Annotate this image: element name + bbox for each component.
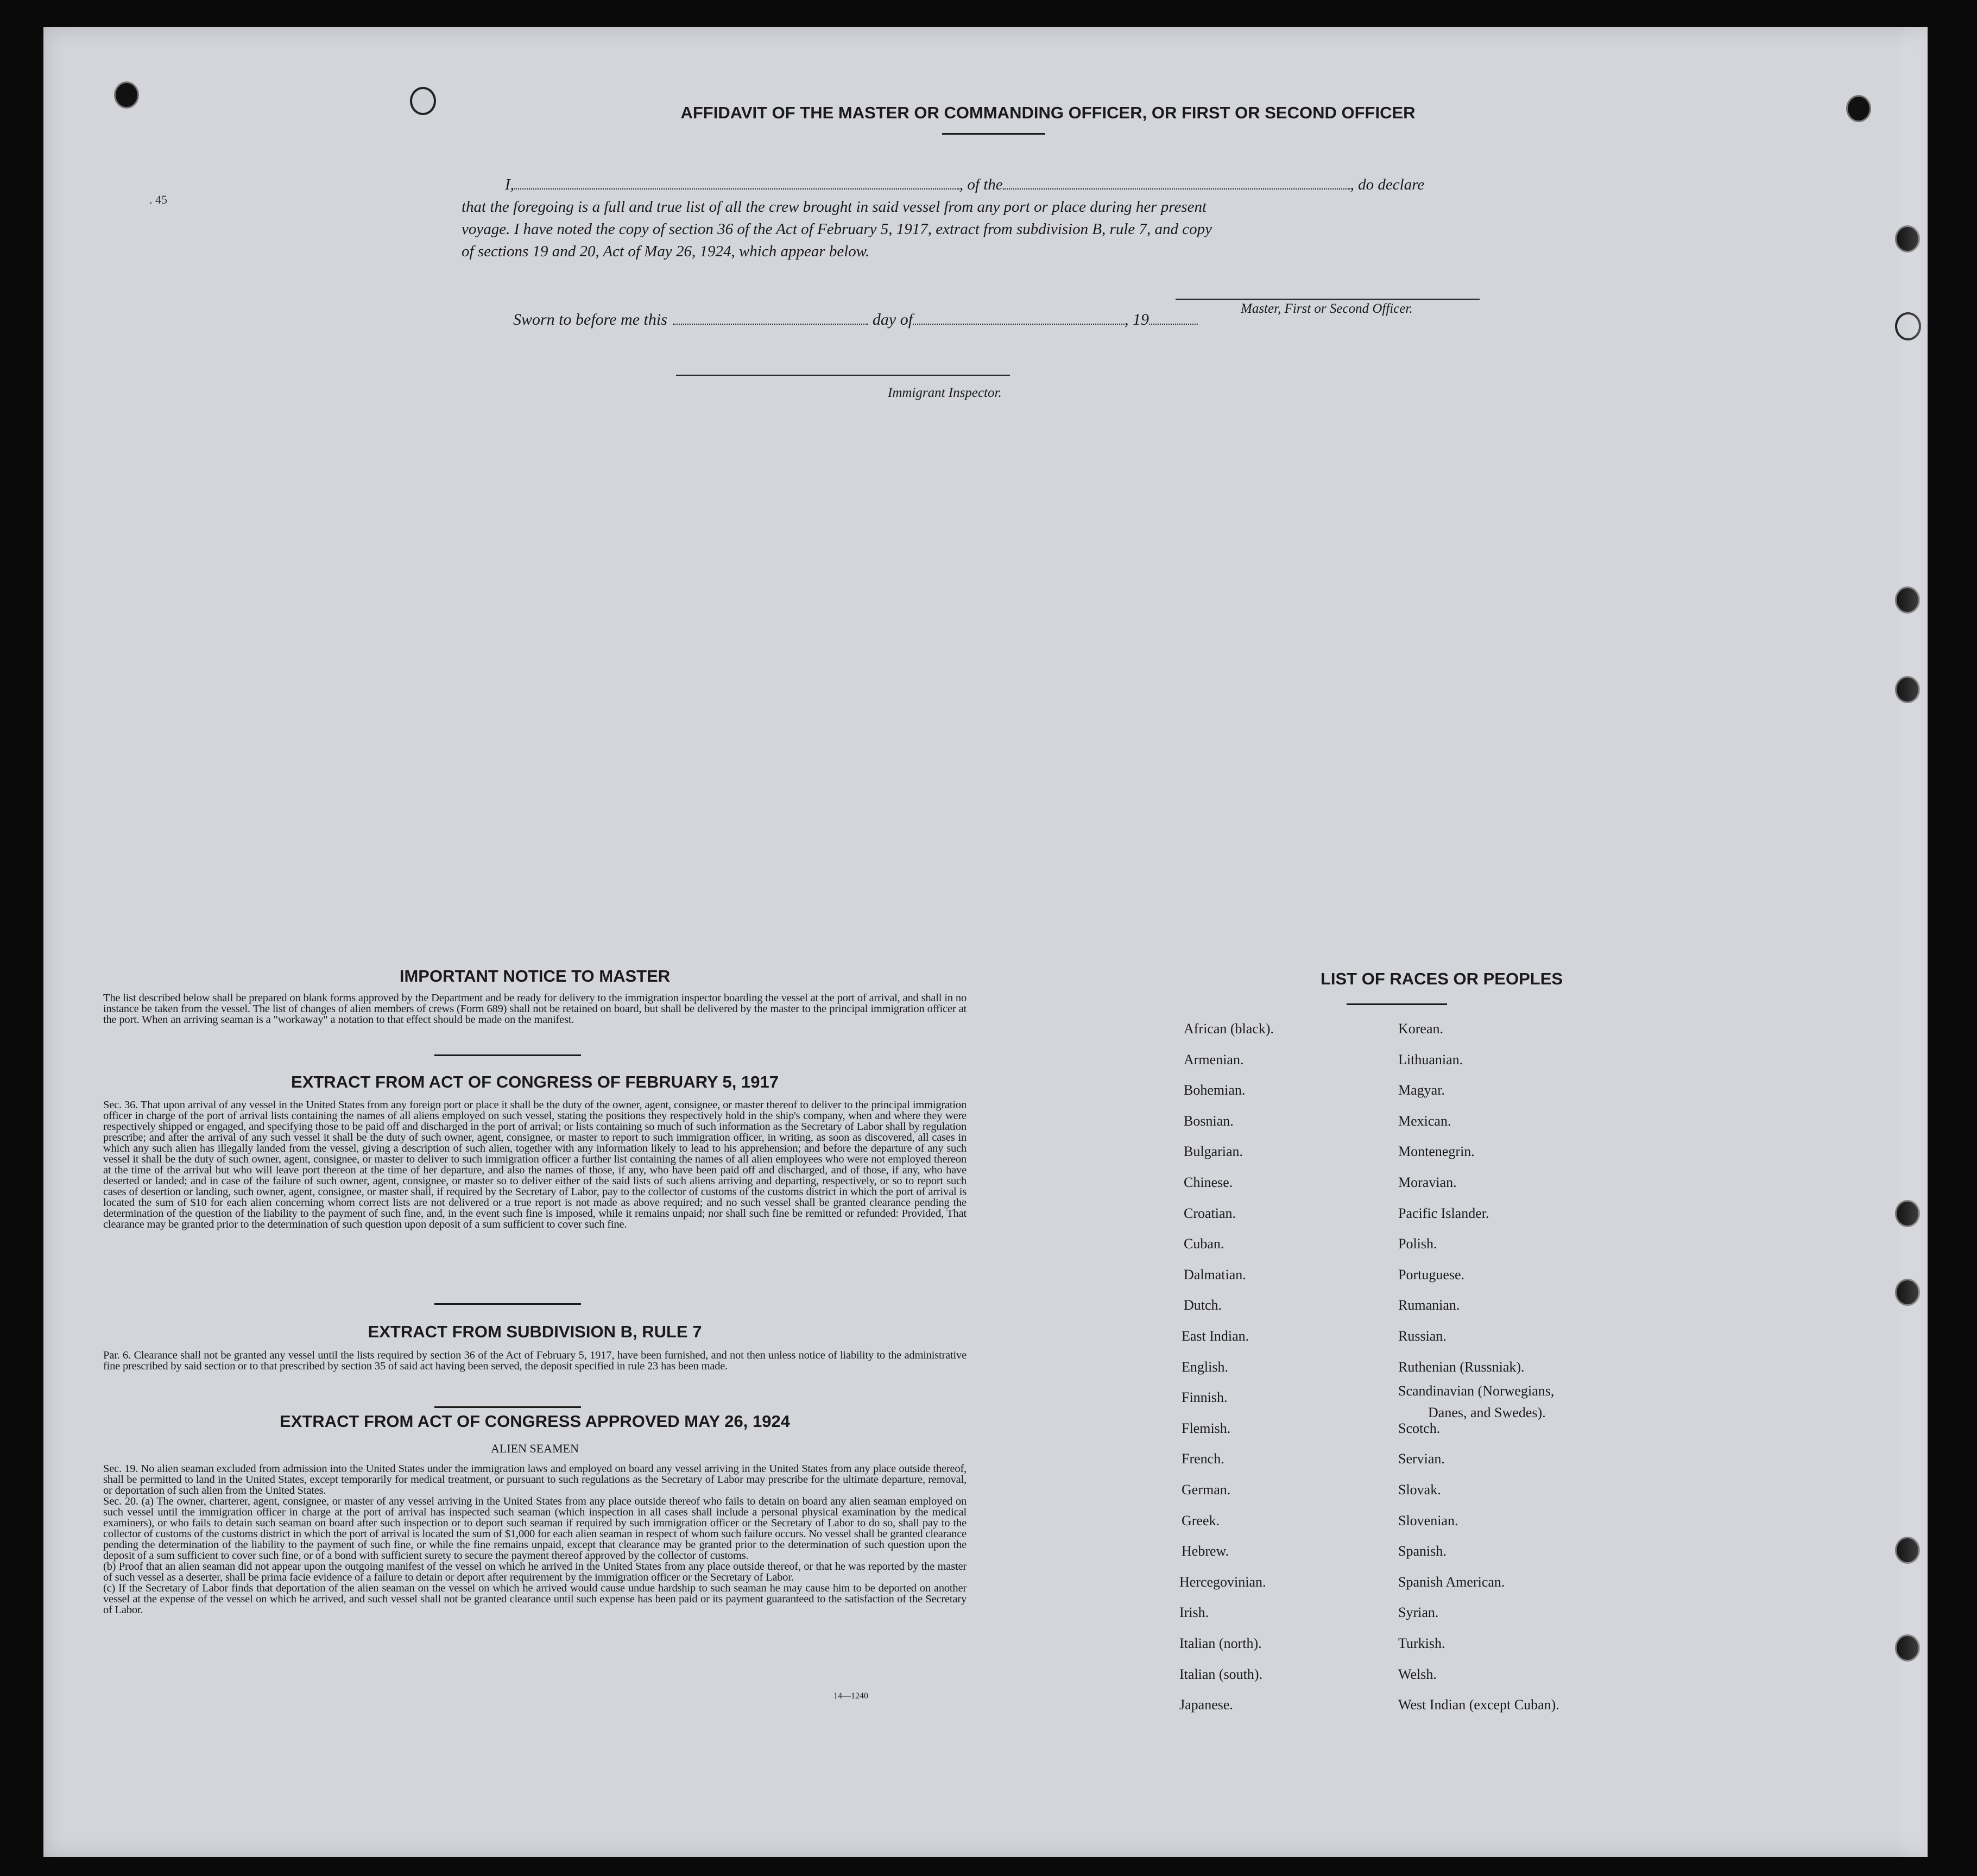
sworn-month-field[interactable] xyxy=(913,324,1125,325)
races-title: LIST OF RACES OR PEOPLES xyxy=(1320,969,1563,988)
race-item: East Indian. xyxy=(1182,1328,1249,1344)
race-item: Pacific Islander. xyxy=(1398,1205,1489,1221)
binder-hole-icon xyxy=(410,87,436,115)
race-item: Italian (south). xyxy=(1179,1666,1263,1682)
race-item: Russian. xyxy=(1398,1328,1447,1344)
declarant-name-field[interactable] xyxy=(514,188,959,190)
binder-hole-icon xyxy=(1895,1279,1920,1306)
race-item: Slovenian. xyxy=(1398,1512,1458,1528)
form-number: 14—1240 xyxy=(833,1691,868,1701)
race-item: African (black). xyxy=(1184,1021,1274,1037)
declaration-line1-end: , do declare xyxy=(1350,176,1425,193)
extract-1924-body xyxy=(103,1463,967,1615)
divider xyxy=(434,1303,581,1305)
race-item: Bohemian. xyxy=(1184,1082,1246,1098)
extract-1917-body: Sec. 36. That upon arrival of any vessel in the United States from any foreign port or place it shall be the duty of the owner, agent, consignee, or master thereof to deliver to the principal immigration officer in charge of the port of arrival lists containing the names of all aliens employed on such vessel, stating the positions they respectively hold in the ship's company, when and where they were respectively shipped or engaged, and specifying those to be paid off and discharged in the port of arrival; or lists containing so much of such information as the Secretary of Labor shall by regulation prescribe; and after the arrival of any such vessel it shall be the duty of such owner, agent, consignee, or master to report to such immigration officer, in writing, as soon as discovered, all cases in which any such alien has illegally landed from the vessel, giving a description of such alien, together with any information likely to lead to his apprehension; and before the departure of any such vessel it shall be the duty of such owner, agent, consignee, or master to deliver to such immigration officer a further list containing the names of all alien employees who were not employed thereon at the time of the arrival but who will leave port thereon at the time of her departure, and also the names of those, if any, who have been paid off and discharged, and of those, if any, who have deserted or landed; and in case of the failure of such owner, agent, consignee, or master so to deliver either of the said lists of such aliens arriving and departing, respectively, or so to report such cases of desertion or landing, such owner, agent, consignee, or master shall, if required by the Secretary of Labor, pay to the collector of customs of the customs district in which the port of arrival is located the sum of $10 for each alien concerning whom correct lists are not delivered or a true report is not made as above required; and no such vessel shall be granted clearance pending the determination of the question of the liability to the payment of such fine, and, in the event such fine is imposed, while it remains unpaid; nor shall such fine be remitted or refunded: Provided, That clearance may be granted prior to the determination of such question upon deposit of a sum sufficient to cover such fine. xyxy=(103,1099,967,1230)
race-item: Chinese. xyxy=(1184,1174,1233,1190)
race-item: Moravian. xyxy=(1398,1174,1457,1190)
race-item: Cuban. xyxy=(1184,1236,1224,1252)
inspector-signature-caption: Immigrant Inspector. xyxy=(888,386,1002,400)
affidavit-title: AFFIDAVIT OF THE MASTER OR COMMANDING OFFICER, OR FIRST OR SECOND OFFICER xyxy=(680,103,1416,122)
declaration-line2: that the foregoing is a full and true list of all the crew brought in said vessel from any port or place during her present xyxy=(462,198,1207,216)
binder-hole-icon xyxy=(1895,1200,1920,1227)
sec20a-text: Sec. 20. (a) The owner, charterer, agent, consignee, or master of any vessel arriving in the United States from any place outside thereof who fails to detain on board any alien seaman employed on such vessel until the immigration officer in charge at the port of arrival has inspected such seaman (which inspection in all cases shall include a personal physical examination by the medical examiners), or who fails to detain such seaman on board after such inspection or to deport such seaman if required by such immigration officer or the Secretary of Labor to do so, shall pay to the collector of customs of the customs district in which the port of arrival is located the sum of $1,000 for each alien seaman in respect of whom such failure occurs. No vessel shall be granted clearance pending the determination of the liability to the payment of such fine, or while the fine remains unpaid, except that clearance may be granted prior to the determination of such question upon the deposit of a sum sufficient to cover such fine, or of a bond with sufficient surety to secure the payment thereof approved by the collector of customs. xyxy=(103,1495,967,1562)
extract-1924-subtitle: ALIEN SEAMEN xyxy=(491,1442,579,1455)
margin-note: . 45 xyxy=(149,193,167,206)
sworn-start: Sworn to before me this xyxy=(513,311,667,329)
extract-1924-title: EXTRACT FROM ACT OF CONGRESS APPROVED MAY 26, 1924 xyxy=(280,1412,790,1431)
binder-hole-icon xyxy=(1846,95,1871,122)
sec20b-text: (b) Proof that an alien seaman did not appear upon the outgoing manifest of the vessel on which he arrived in the United States from any place outside thereof, or that he was reported by the master of such vessel as a deserter, shall be prima facie evidence of a failure to detain or deport after requirement by the immigration officer or the Secretary of Labor. xyxy=(103,1561,967,1583)
race-item: Mexican. xyxy=(1398,1113,1451,1129)
notice-body: The list described below shall be prepared on blank forms approved by the Department and be ready for delivery to the immigration inspector boarding the vessel at the port of arrival, and shall in no instance be taken from the vessel. The list of changes of alien members of crews (Form 689) shall not be retained on board, but shall be delivered by the master to the principal immigration officer at the port. When an arriving seaman is a "workaway" a notation to that effect should be made on the manifest. xyxy=(103,992,967,1026)
binder-hole-icon xyxy=(1895,1537,1920,1564)
race-item: Magyar. xyxy=(1398,1082,1445,1098)
binder-hole-icon xyxy=(114,81,139,109)
sec20c-text: (c) If the Secretary of Labor finds that deportation of the alien seaman on the vessel on which he arrived would cause undue hardship to such seaman he may cause him to be deported on another vessel at the expense of the vessel on which he arrived, and such vessel shall not be granted clearance until such expense has been paid or its payment guaranteed to the satisfaction of the Secretary of Labor. xyxy=(103,1582,967,1616)
sworn-day-label: day of xyxy=(872,311,913,329)
sworn-year-label: , 19 xyxy=(1125,311,1149,329)
race-item: Hebrew. xyxy=(1182,1543,1229,1559)
sworn-line xyxy=(513,311,1198,329)
rule7-body: Par. 6. Clearance shall not be granted any vessel until the lists required by section 36 of the Act of February 5, 1917, have been furnished, and not then unless notice of liability to the administrative fine prescribed by said section or to that prescribed by section 35 of said act having been served, the deposit specified in rule 23 has been made. xyxy=(103,1349,967,1372)
race-item: Spanish American. xyxy=(1398,1574,1505,1590)
race-item: Welsh. xyxy=(1398,1666,1437,1682)
declaration-line1-start: I, xyxy=(505,176,514,193)
divider xyxy=(1347,1003,1447,1005)
race-item: Polish. xyxy=(1398,1236,1437,1252)
race-item: Scandinavian (Norwegians, xyxy=(1398,1383,1555,1399)
affidavit-declaration xyxy=(462,174,1572,263)
race-item: Portuguese. xyxy=(1398,1266,1465,1283)
race-item: Slovak. xyxy=(1398,1482,1441,1498)
race-item: German. xyxy=(1182,1482,1231,1498)
race-item: Ruthenian (Russniak). xyxy=(1398,1359,1525,1375)
race-item: Lithuanian. xyxy=(1398,1051,1463,1068)
race-item: Irish. xyxy=(1179,1605,1209,1621)
binder-hole-icon xyxy=(1895,312,1921,340)
master-signature-caption: Master, First or Second Officer. xyxy=(1241,301,1413,316)
race-item: Spanish. xyxy=(1398,1543,1447,1559)
rule7-title: EXTRACT FROM SUBDIVISION B, RULE 7 xyxy=(368,1322,702,1341)
divider xyxy=(434,1054,581,1056)
binder-hole-icon xyxy=(1895,225,1920,252)
race-item: Korean. xyxy=(1398,1021,1444,1037)
race-item: Scotch. xyxy=(1398,1420,1441,1436)
race-item: Italian (north). xyxy=(1179,1635,1262,1651)
race-item: Dalmatian. xyxy=(1184,1266,1246,1283)
notice-title: IMPORTANT NOTICE TO MASTER xyxy=(399,967,671,986)
divider xyxy=(942,133,1045,135)
race-item: Hercegovinian. xyxy=(1179,1574,1266,1590)
binder-hole-icon xyxy=(1895,676,1920,703)
race-item: Syrian. xyxy=(1398,1605,1439,1621)
declaration-line4: of sections 19 and 20, Act of May 26, 1924, which appear below. xyxy=(462,243,870,260)
document-sheet xyxy=(43,27,1928,1857)
race-item: Montenegrin. xyxy=(1398,1144,1475,1160)
race-item: Servian. xyxy=(1398,1451,1445,1467)
race-item: West Indian (except Cuban). xyxy=(1398,1697,1559,1713)
sec19-text: Sec. 19. No alien seaman excluded from admission into the United States under the immigration laws and employed on board any vessel arriving in the United States from any place outside thereof, shall be permitted to land in the United States, except temporarily for medical treatment, or pursuant to such regulations as the Secretary of Labor may prescribe for the ultimate departure, removal, or deportation of such alien from the United States. xyxy=(103,1463,967,1496)
race-item: Turkish. xyxy=(1398,1635,1445,1651)
race-item: Bosnian. xyxy=(1184,1113,1234,1129)
race-item: English. xyxy=(1182,1359,1228,1375)
race-item: Greek. xyxy=(1182,1512,1220,1528)
race-item: Flemish. xyxy=(1182,1420,1231,1436)
race-item-continuation: Danes, and Swedes). xyxy=(1428,1405,1546,1421)
race-item: Japanese. xyxy=(1179,1697,1233,1713)
master-signature-line[interactable] xyxy=(1176,299,1480,300)
race-item: Finnish. xyxy=(1182,1389,1228,1406)
extract-1917-title: EXTRACT FROM ACT OF CONGRESS OF FEBRUARY 5, 1917 xyxy=(291,1072,779,1091)
race-item: Rumanian. xyxy=(1398,1297,1460,1313)
race-item: Dutch. xyxy=(1184,1297,1222,1313)
race-item: Armenian. xyxy=(1184,1051,1244,1068)
race-item: Croatian. xyxy=(1184,1205,1236,1221)
inspector-signature-line[interactable] xyxy=(676,375,1010,376)
declaration-line3: voyage. I have noted the copy of section 36 of the Act of February 5, 1917, extract from subdivision B, rule 7, and copy xyxy=(462,220,1212,238)
declaration-line1-mid: , of the xyxy=(959,176,1003,193)
divider xyxy=(434,1406,581,1408)
sworn-day-field[interactable] xyxy=(673,324,868,325)
sworn-year-field[interactable] xyxy=(1149,324,1198,325)
race-item: Bulgarian. xyxy=(1184,1144,1243,1160)
vessel-name-field[interactable] xyxy=(1003,188,1350,190)
binder-hole-icon xyxy=(1895,1634,1920,1662)
race-item: French. xyxy=(1182,1451,1224,1467)
binder-hole-icon xyxy=(1895,586,1920,614)
